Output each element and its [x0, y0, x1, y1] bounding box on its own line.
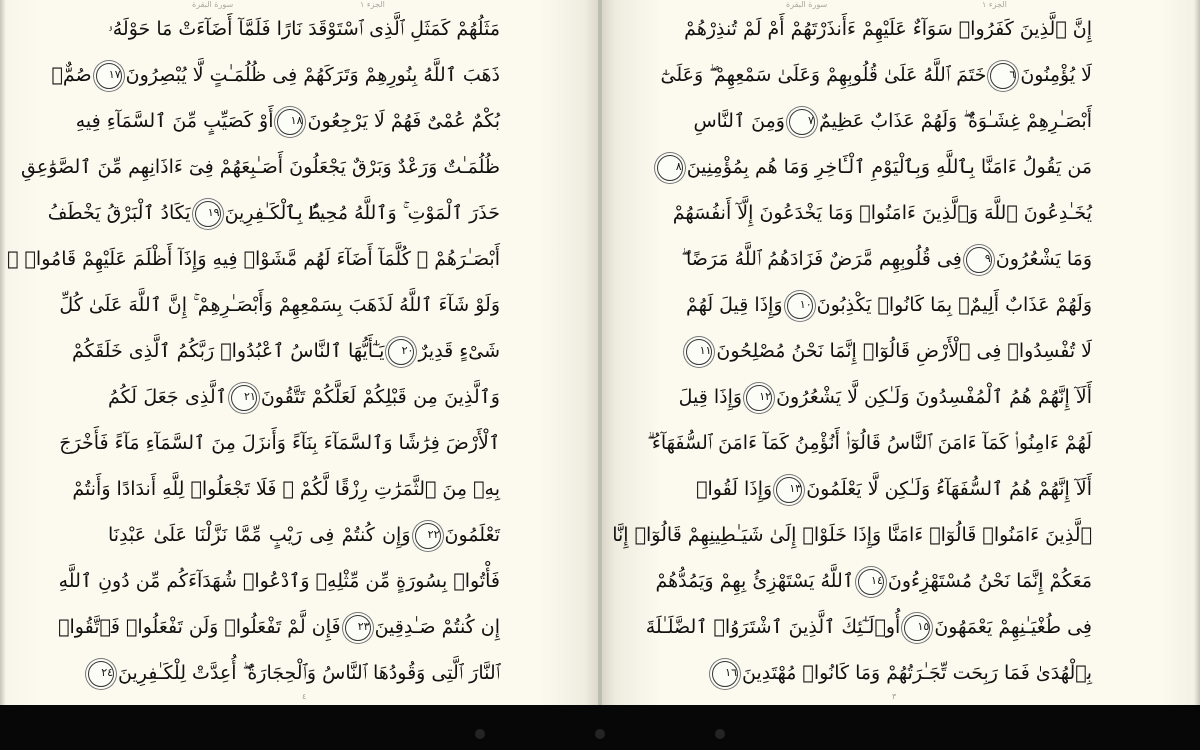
- verse-text: وَلَهُمْ عَذَابٌ أَلِيمٌۢ بِمَا كَانُوا۟ يَكْذِبُونَ: [816, 294, 1092, 316]
- verse-line: [645, 604, 1092, 650]
- left-header-juz: الجزء ١: [360, 0, 385, 9]
- verse-text: صُمٌّۢ: [51, 64, 92, 86]
- ayah-number-marker: ١١: [686, 339, 712, 365]
- verse-text: لَهُمْ ءَامِنُوا۟ كَمَآ ءَامَنَ ٱلنَّاسُ قَالُوٓا۟ أَنُؤْمِنُ كَمَآ ءَامَنَ ٱلسُّفَهَآءُ ۗ: [647, 432, 1092, 454]
- right-page[interactable]: [600, 0, 1200, 705]
- verse-text: شَىْءٍ قَدِيرٌ: [418, 340, 500, 362]
- ayah-number-marker: ٩: [966, 247, 992, 273]
- verse-line: [672, 190, 1092, 236]
- ayah-number-marker: ٧: [789, 109, 815, 135]
- verse-line: [108, 512, 500, 558]
- verse-line: [108, 6, 500, 52]
- verse-text: يُخَـٰدِعُونَ ٱللَّهَ وَٱلَّذِينَ ءَامَنُوا۟ وَمَا يَخْدَعُونَ إِلَّآ أَنفُسَهُمْ: [672, 202, 1092, 224]
- verse-line: [684, 6, 1092, 52]
- verse-text: ٱلَّذِى جَعَلَ لَكُمُ: [108, 386, 227, 408]
- verse-text: أَلَآ إِنَّهُمْ هُمُ ٱلْمُفْسِدُونَ وَلَـٰكِن لَّا يَشْعُرُونَ: [776, 386, 1092, 408]
- verse-text: تَعْلَمُونَ: [444, 524, 500, 546]
- verse-text: ٱللَّهُ يَسْتَهْزِئُ بِهِمْ وَيَمُدُّهُمْ: [655, 570, 854, 592]
- book-spine: [598, 0, 602, 705]
- ayah-number-marker: ٢٠: [388, 339, 414, 365]
- verse-text: أَبْصَـٰرَهُمْ ۖ كُلَّمَآ أَضَآءَ لَهُم مَّشَوْا۟ فِيهِ وَإِذَآ أَظْلَمَ عَلَيْهِمْ قَامُوا۟ ۚ: [7, 248, 500, 270]
- ayah-number-marker: ١٠: [787, 293, 813, 319]
- verse-text: وَمِنَ ٱلنَّاسِ: [693, 110, 785, 132]
- verse-line: [612, 512, 1092, 558]
- verse-text: فَأْتُوا۟ بِسُورَةٍ مِّن مِّثْلِهِۦ وَٱدْعُوا۟ شُهَدَآءَكُم مِّن دُونِ ٱللَّهِ: [58, 570, 500, 592]
- left-page-text: [7, 6, 500, 696]
- verse-line: [699, 328, 1092, 374]
- verse-text: ذَهَبَ ٱللَّهُ بِنُورِهِمْ وَتَرَكَهُمْ فِى ظُلُمَـٰتٍ لَّا يُبْصِرُونَ: [125, 64, 500, 86]
- verse-text: وَإِن كُنتُمْ فِى رَيْبٍ مِّمَّا نَزَّلْنَا عَلَىٰ عَبْدِنَا: [108, 524, 411, 546]
- left-page-number: ٤: [302, 692, 307, 701]
- verse-line: [58, 558, 500, 604]
- verse-text: لَا يُؤْمِنُونَ: [1020, 64, 1092, 86]
- verse-line: [75, 98, 500, 144]
- verse-line: [47, 190, 500, 236]
- ayah-number-marker: ١٤: [858, 569, 884, 595]
- right-header-juz: الجزء ١: [982, 0, 1007, 9]
- ayah-number-marker: ٢٢: [415, 523, 441, 549]
- back-button[interactable]: [475, 729, 485, 739]
- verse-text: يَـٰٓأَيُّهَا ٱلنَّاسُ ٱعْبُدُوا۟ رَبَّكُمُ ٱلَّذِى خَلَقَكُمْ: [71, 340, 385, 362]
- verse-text: وَٱلَّذِينَ مِن قَبْلِكُمْ لَعَلَّكُمْ تَتَّقُونَ: [260, 386, 500, 408]
- verse-line: [660, 52, 1092, 98]
- verse-line: [685, 282, 1092, 328]
- verse-line: [696, 466, 1092, 512]
- ayah-number-marker: ٢٤: [88, 661, 114, 687]
- verse-text: لَا تُفْسِدُوا۟ فِى ٱلْأَرْضِ قَالُوٓا۟ إِنَّمَا نَحْنُ مُصْلِحُونَ: [716, 340, 1092, 362]
- ayah-number-marker: ١٥: [904, 615, 930, 641]
- verse-line: [59, 282, 500, 328]
- verse-text: وَإِذَا قِيلَ لَهُمْ: [685, 294, 783, 316]
- home-button[interactable]: [595, 729, 605, 739]
- verse-line: [708, 650, 1092, 696]
- verse-line: [693, 98, 1092, 144]
- verse-text: خَتَمَ ٱللَّهُ عَلَىٰ قُلُوبِهِمْ وَعَلَىٰ سَمْعِهِمْ ۖ وَعَلَىٰٓ: [660, 64, 987, 86]
- verse-text: حَذَرَ ٱلْمَوْتِ ۚ وَٱللَّهُ مُحِيطٌۢ بِٱلْكَـٰفِرِينَ: [224, 202, 500, 224]
- verse-line: [101, 650, 500, 696]
- verse-line: [678, 374, 1092, 420]
- verse-line: [647, 420, 1092, 466]
- left-header-surah: سورة البقرة: [192, 0, 234, 9]
- ayah-number-marker: ١٧: [96, 63, 122, 89]
- verse-text: ٱلنَّارَ ٱلَّتِى وَقُودُهَا ٱلنَّاسُ وَٱلْحِجَارَةُ ۖ أُعِدَّتْ لِلْكَـٰفِرِينَ: [118, 662, 500, 684]
- verse-line: [51, 52, 500, 98]
- verse-text: أَبْصَـٰرِهِمْ غِشَـٰوَةٌ ۖ وَلَهُمْ عَذَابٌ عَظِيمٌ: [818, 110, 1092, 132]
- system-nav-bar: [0, 705, 1200, 750]
- ayah-number-marker: ١٣: [776, 477, 802, 503]
- verse-text: وَإِذَا لَقُوا۟: [696, 478, 773, 500]
- verse-text: وَلَوْ شَآءَ ٱللَّهُ لَذَهَبَ بِسَمْعِهِمْ وَأَبْصَـٰرِهِمْ ۚ إِنَّ ٱللَّهَ عَلَىٰ كُلِّ: [59, 294, 500, 316]
- ayah-number-marker: ١٢: [746, 385, 772, 411]
- verse-line: [21, 144, 500, 190]
- verse-text: أَلَآ إِنَّهُمْ هُمُ ٱلسُّفَهَآءُ وَلَـٰكِن لَّا يَعْلَمُونَ: [806, 478, 1092, 500]
- verse-line: [58, 604, 500, 650]
- verse-line: [681, 236, 1092, 282]
- verse-text: ظُلُمَـٰتٌ وَرَعْدٌ وَبَرْقٌ يَجْعَلُونَ أَصَـٰبِعَهُمْ فِىٓ ءَاذَانِهِم مِّنَ ٱلصَّوَٰعِقِ: [21, 156, 500, 178]
- verse-line: [655, 558, 1092, 604]
- verse-line: [71, 328, 500, 374]
- ayah-number-marker: ٦: [990, 63, 1016, 89]
- verse-text: يَكَادُ ٱلْبَرْقُ يَخْطَفُ: [47, 202, 191, 224]
- verse-text: بُكْمٌ عُمْىٌ فَهُمْ لَا يَرْجِعُونَ: [307, 110, 500, 132]
- verse-text: وَإِذَا قِيلَ: [678, 386, 743, 408]
- verse-text: مَثَلُهُمْ كَمَثَلِ ٱلَّذِى ٱسْتَوْقَدَ نَارًا فَلَمَّآ أَضَآءَتْ مَا حَوْلَهُۥ: [108, 18, 500, 40]
- ayah-number-marker: ١٦: [712, 661, 738, 687]
- ayah-number-marker: ٢٣: [345, 615, 371, 641]
- verse-text: إِن كُنتُمْ صَـٰدِقِينَ: [374, 616, 500, 638]
- ayah-number-marker: ١٩: [195, 201, 221, 227]
- verse-line: [675, 144, 1092, 190]
- ayah-number-marker: ٨: [657, 155, 683, 181]
- recents-button[interactable]: [715, 729, 725, 739]
- verse-line: [72, 466, 500, 512]
- verse-line: [108, 374, 500, 420]
- right-page-number: ٣: [892, 692, 897, 701]
- verse-text: مَن يَقُولُ ءَامَنَّا بِٱللَّهِ وَبِٱلْيَوْمِ ٱلْـَٔاخِرِ وَمَا هُم بِمُؤْمِنِينَ: [686, 156, 1092, 178]
- left-page[interactable]: [0, 0, 600, 705]
- verse-line: [59, 420, 500, 466]
- verse-text: وَمَا يَشْعُرُونَ: [995, 248, 1092, 270]
- verse-text: فَإِن لَّمْ تَفْعَلُوا۟ وَلَن تَفْعَلُوا۟ فَٱتَّقُوا۟: [58, 616, 341, 638]
- verse-text: ٱلْأَرْضَ فِرَٰشًا وَٱلسَّمَآءَ بِنَآءً وَأَنزَلَ مِنَ ٱلسَّمَآءِ مَآءً فَأَخْرَجَ: [59, 432, 500, 454]
- ayah-number-marker: ١٨: [277, 109, 303, 135]
- verse-text: بِٱلْهُدَىٰ فَمَا رَبِحَت تِّجَـٰرَتُهُمْ وَمَا كَانُوا۟ مُهْتَدِينَ: [741, 662, 1092, 684]
- verse-text: إِنَّ ٱلَّذِينَ كَفَرُوا۟ سَوَآءٌ عَلَيْهِمْ ءَأَنذَرْتَهُمْ أَمْ لَمْ تُنذِرْهُمْ: [684, 18, 1092, 40]
- verse-text: مَعَكُمْ إِنَّمَا نَحْنُ مُسْتَهْزِءُونَ: [887, 570, 1092, 592]
- verse-text: أُو۟لَـٰٓئِكَ ٱلَّذِينَ ٱشْتَرَوُا۟ ٱلضَّلَـٰلَةَ: [645, 616, 901, 638]
- verse-text: فِى قُلُوبِهِم مَّرَضٌ فَزَادَهُمُ ٱللَّهُ مَرَضًا ۖ: [681, 248, 962, 270]
- verse-line: [7, 236, 500, 282]
- right-header-surah: سورة البقرة: [786, 0, 828, 9]
- verse-text: ٱلَّذِينَ ءَامَنُوا۟ قَالُوٓا۟ ءَامَنَّا وَإِذَا خَلَوْا۟ إِلَىٰ شَيَـٰطِينِهِمْ قَالُوٓا۟ إِنَّا: [612, 524, 1092, 546]
- verse-text: بِهِۦ مِنَ ٱلثَّمَرَٰتِ رِزْقًا لَّكُمْ ۖ فَلَا تَجْعَلُوا۟ لِلَّهِ أَندَادًا وَأَنتُمْ: [72, 478, 500, 500]
- verse-text: أَوْ كَصَيِّبٍ مِّنَ ٱلسَّمَآءِ فِيهِ: [75, 110, 274, 132]
- verse-text: فِى طُغْيَـٰنِهِمْ يَعْمَهُونَ: [934, 616, 1092, 638]
- ayah-number-marker: ٢١: [231, 385, 257, 411]
- right-page-text: [612, 6, 1092, 696]
